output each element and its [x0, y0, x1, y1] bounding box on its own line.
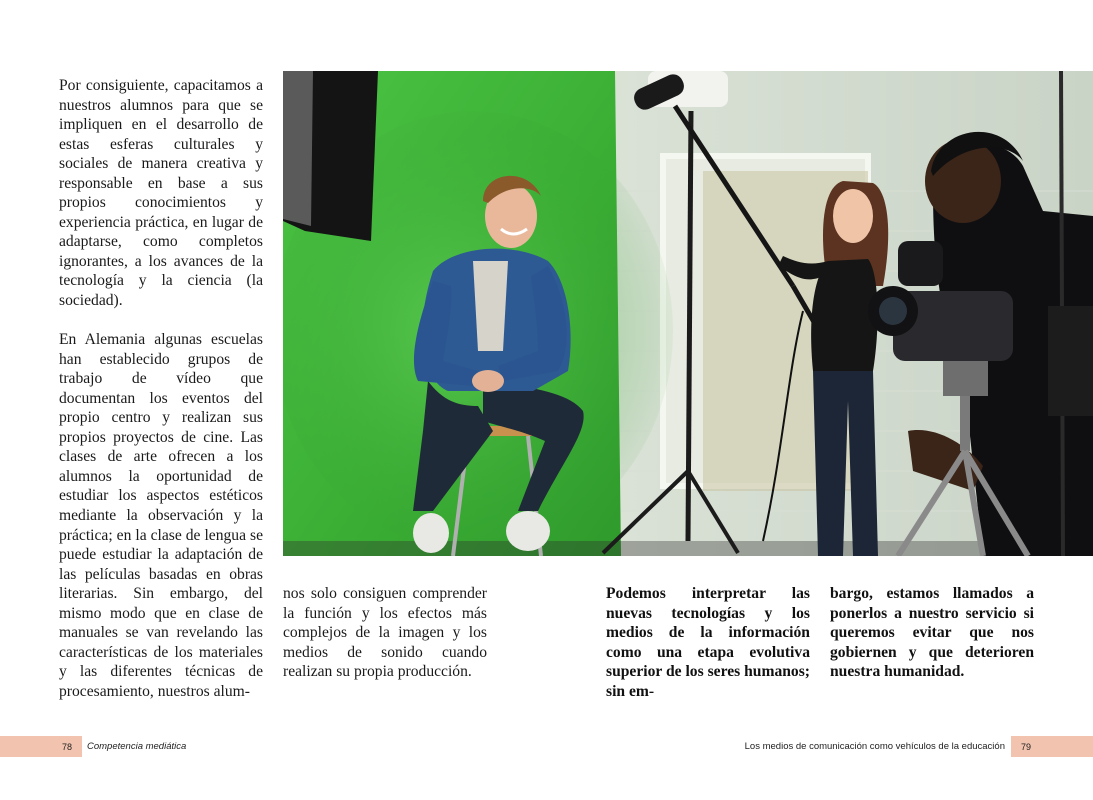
left-page-number: 78	[0, 736, 82, 757]
right-footer	[745, 736, 1093, 757]
right-running-head: Los medios de comunicación como vehículos de la educación	[744, 741, 1005, 752]
middle-paragraph: nos solo consiguen comprender la función y los efectos más complejos de la imagen y los medios de sonido cuando realizan su propia producción.	[283, 585, 487, 681]
left-text-column	[59, 76, 263, 701]
right-page-number: 79	[1011, 736, 1093, 757]
left-footer	[0, 736, 186, 757]
studio-photo	[283, 71, 1093, 556]
left-paragraph-2: En Alemania algunas escuelas han establecido grupos de trabajo de vídeo que documentan los eventos del propio centro y realizan sus propios proyectos de cine. Las clases de arte ofrecen a los alumnos la oportunidad de estudiar los aspectos estéticos mediante la observación y la práctica; en la clase de lengua se puede estudiar la adaptación de las películas basadas en obras literarias. Sin embargo, del mismo modo que en clase de manuales se van revelando las características de los materiales y las diferentes técnicas de procesamiento, nuestros alum-	[59, 331, 263, 700]
pull-quote-part-1: Podemos interpretar las nuevas tecnologías y los medios de la información como una etapa evolutiva superior de los seres humanos; sin em-	[606, 585, 810, 700]
pull-quote-part-2: bargo, estamos llamados a ponerlos a nuestro servicio si queremos evitar que nos gobiernen y que deterioren nuestra humanidad.	[830, 585, 1034, 681]
left-running-head: Competencia mediática	[87, 741, 187, 752]
left-paragraph-1: Por consiguiente, capacitamos a nuestros alumnos para que se impliquen en el desarrollo de estas esferas culturales y sociales de manera creativa y responsable en base a sus propios conocimientos y experiencia práctica, en lugar de adaptarse, como completos ignorantes, a los avances de la tecnología y la ciencia (la sociedad).	[59, 77, 263, 310]
middle-text-column	[283, 584, 487, 682]
